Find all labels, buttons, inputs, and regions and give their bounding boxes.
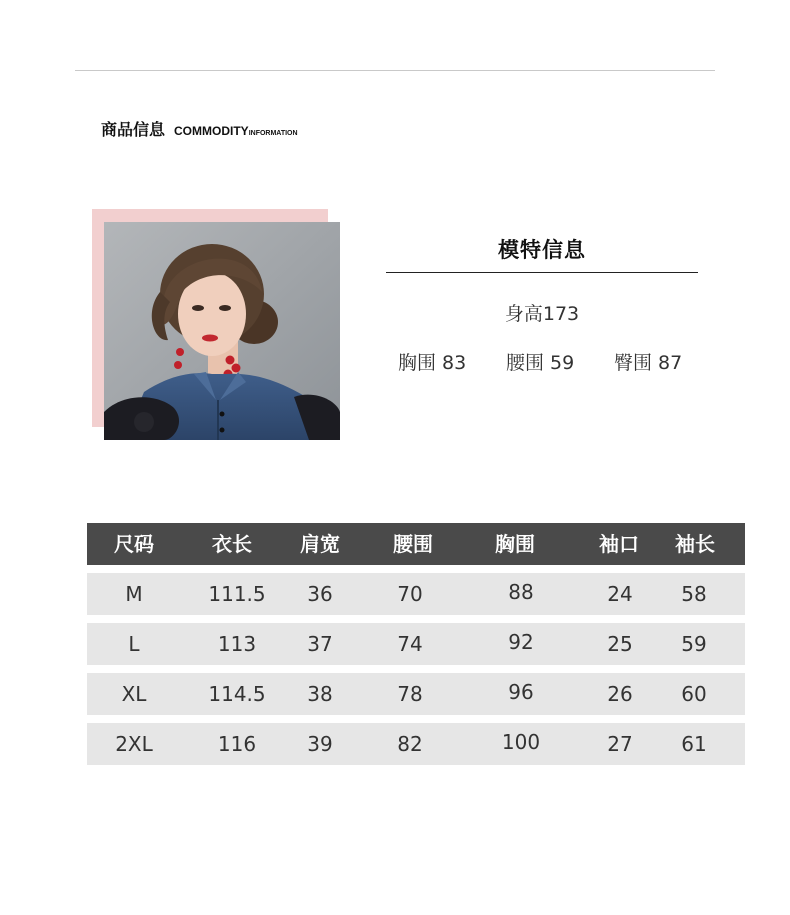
- cell-shoulder: 38: [307, 682, 333, 706]
- cell-sleeve: 60: [681, 682, 707, 706]
- cell-cuff: 27: [607, 732, 633, 756]
- model-info-title: 模特信息: [498, 238, 586, 262]
- cell-waist: 70: [397, 582, 423, 606]
- cell-shoulder: 37: [307, 632, 333, 656]
- cell-length: 114.5: [208, 682, 266, 706]
- header-size: 尺码: [114, 532, 154, 556]
- cell-size: L: [128, 632, 140, 656]
- model-waist: 腰围 59: [506, 352, 575, 374]
- table-row: [87, 723, 745, 765]
- cell-shoulder: 36: [307, 582, 333, 606]
- cell-size: 2XL: [115, 732, 153, 756]
- cell-bust: 92: [508, 630, 534, 654]
- section-header: [101, 117, 298, 140]
- model-height: 身高173: [504, 303, 580, 325]
- model-bust: 胸围 83: [398, 352, 467, 374]
- table-row: [87, 673, 745, 715]
- header-sleeve: 袖长: [675, 532, 715, 556]
- cell-waist: 82: [397, 732, 423, 756]
- header-length: 衣长: [212, 532, 252, 556]
- table-row: [87, 623, 745, 665]
- cell-bust: 100: [501, 730, 541, 754]
- model-photo-illustration: [104, 222, 340, 440]
- cell-sleeve: 59: [681, 632, 707, 656]
- cell-bust: 96: [508, 680, 534, 704]
- model-info-divider: [386, 272, 698, 273]
- cell-waist: 78: [397, 682, 423, 706]
- cell-bust: 88: [508, 580, 534, 604]
- header-bust: 胸围: [495, 532, 535, 556]
- cell-shoulder: 39: [307, 732, 333, 756]
- header-cuff: 袖口: [599, 532, 639, 556]
- cell-sleeve: 61: [681, 732, 707, 756]
- model-hip: 臀围 87: [614, 352, 683, 374]
- table-row: [87, 573, 745, 615]
- header-title-cn: 商品信息: [101, 120, 166, 139]
- header-title-en-small: INFORMATION: [248, 130, 298, 137]
- cell-length: 113: [217, 632, 257, 656]
- cell-size: M: [125, 582, 143, 606]
- top-divider: [75, 70, 715, 71]
- size-table: [87, 523, 745, 765]
- cell-length: 111.5: [208, 582, 266, 606]
- cell-cuff: 24: [607, 582, 633, 606]
- cell-cuff: 25: [607, 632, 633, 656]
- cell-waist: 74: [397, 632, 423, 656]
- cell-size: XL: [121, 682, 147, 706]
- model-photo: [104, 222, 340, 440]
- cell-cuff: 26: [607, 682, 633, 706]
- header-title-en: COMMODITY: [174, 124, 249, 138]
- header-waist: 腰围: [393, 532, 433, 556]
- size-table-header: [87, 523, 745, 565]
- cell-length: 116: [217, 732, 257, 756]
- cell-sleeve: 58: [681, 582, 707, 606]
- header-shoulder: 肩宽: [300, 532, 340, 556]
